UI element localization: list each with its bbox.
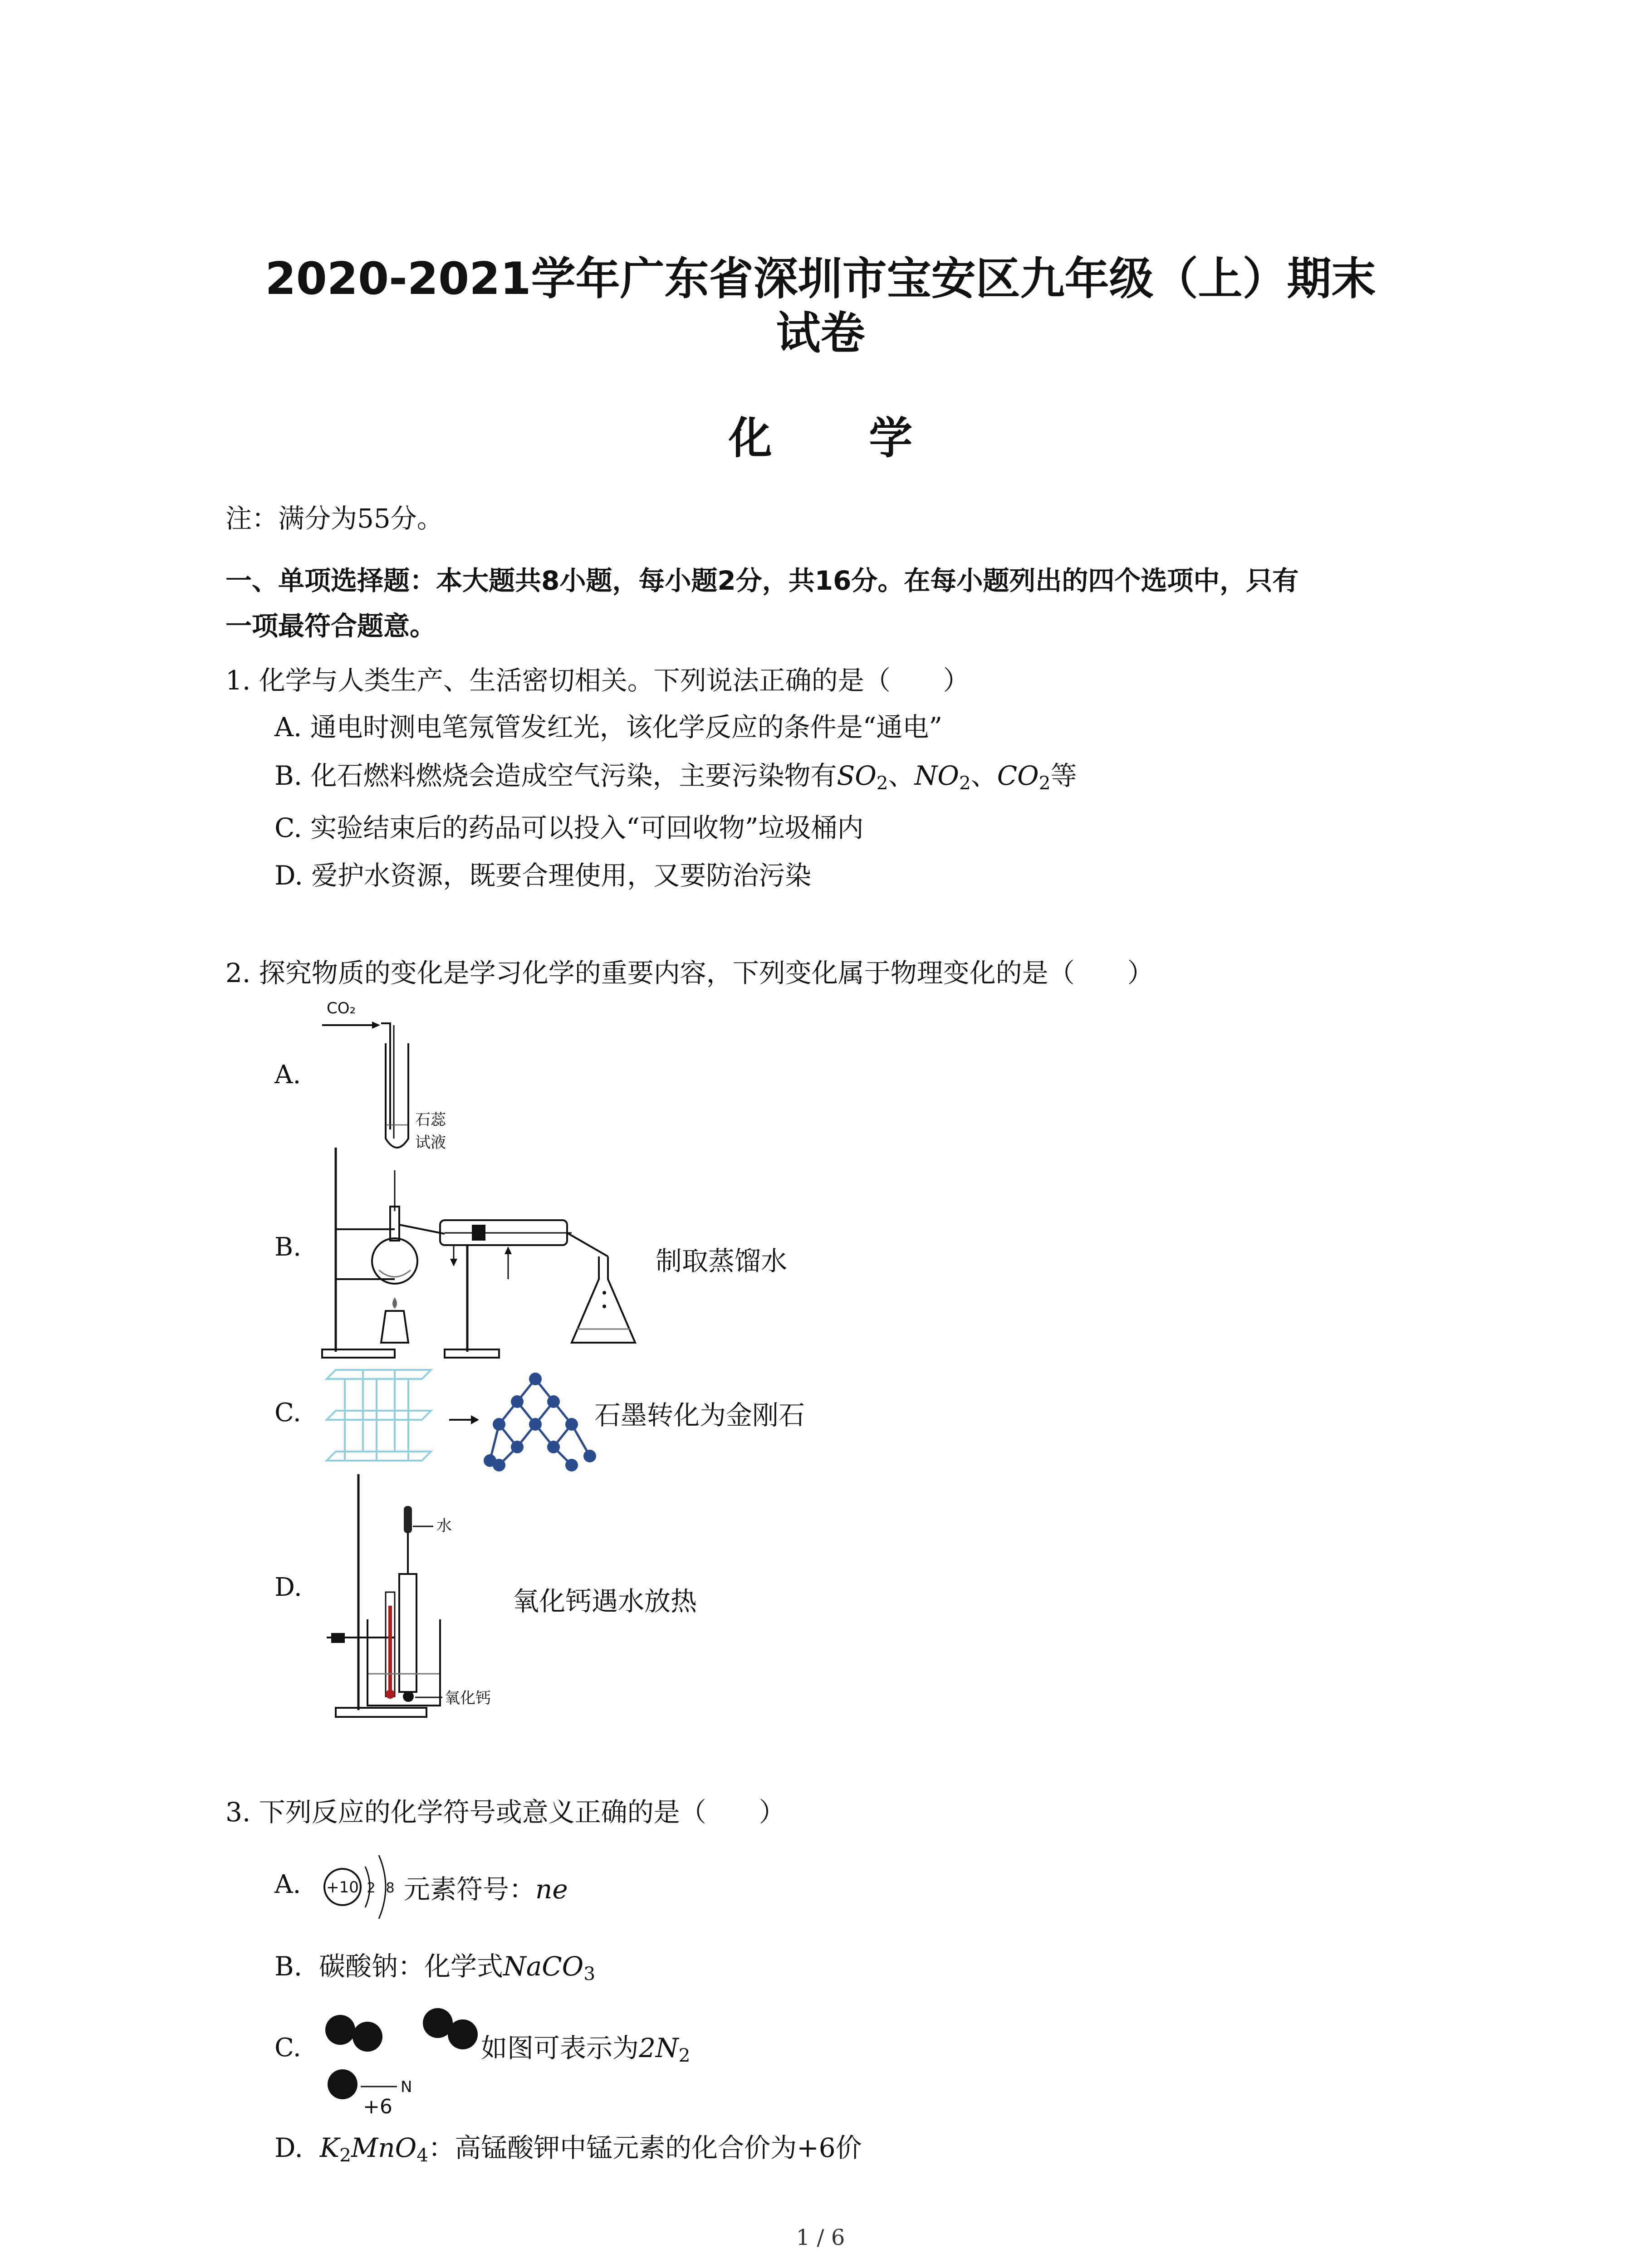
- q1-option-d: D. 爱护水资源，既要合理使用，又要防治污染: [274, 860, 812, 891]
- section1-heading-line1: 一、单项选择题：本大题共8小题，每小题2分，共16分。在每小题列出的四个选项中，只有: [225, 565, 1299, 596]
- q1-option-a: A. 通电时测电笔氖管发红光，该化学反应的条件是“通电”: [274, 712, 943, 743]
- q2-option-b-text: 制取蒸馏水: [656, 1246, 788, 1276]
- q1-stem: 1. 化学与人类生产、生活密切相关。下列说法正确的是（ ）: [225, 665, 970, 696]
- q3-option-a-text: 元素符号：ne: [404, 1874, 568, 1905]
- q1-option-b: B. 化石燃料燃烧会造成空气污染，主要污染物有$SO_2$、$NO_2$、$CO_2$等: [274, 760, 1077, 794]
- co2-label: CO₂: [327, 999, 356, 1017]
- nucleus-charge: +10: [326, 1878, 359, 1897]
- q2-option-d-label: D.: [274, 1573, 302, 1602]
- calcium-oxide-label: 氧化钙: [445, 1689, 491, 1707]
- q2-option-d-text: 氧化钙遇水放热: [513, 1586, 697, 1617]
- q2-option-c-label: C.: [274, 1398, 301, 1427]
- score-note: 注：满分为55分。: [225, 503, 443, 534]
- q3-stem: 3. 下列反应的化学符号或意义正确的是（ ）: [225, 1797, 785, 1828]
- co2-litmus-test-tube-figure: [318, 993, 508, 1166]
- q3-option-c-text: 如图可表示为$2N_2$: [481, 2033, 691, 2067]
- q3-option-c-label: C.: [274, 2033, 301, 2063]
- q1-option-c: C. 实验结束后的药品可以投入“可回收物”垃圾桶内: [274, 812, 864, 843]
- litmus-label-line2: 试液: [415, 1134, 446, 1152]
- q2-option-c-text: 石墨转化为金刚石: [594, 1400, 805, 1431]
- nitrogen-atom-label: N: [401, 2078, 412, 2096]
- q2-option-b-label: B.: [274, 1232, 301, 1262]
- water-label: 水: [436, 1517, 452, 1535]
- shell-1-electrons: 2: [367, 1880, 376, 1896]
- exam-title-line2: 试卷: [776, 308, 865, 359]
- page-number: 1 / 6: [796, 2225, 845, 2250]
- graphite-to-diamond-figure: [318, 1365, 608, 1479]
- q2-option-a-label: A.: [274, 1060, 301, 1090]
- q3-option-b: B. 碳酸钠：化学式NaCO$_3$: [274, 1951, 596, 1985]
- q3-option-d: D. $K_2MnO_4$：高锰酸钾中锰元素的化合价为+6价: [274, 2132, 862, 2166]
- q2-stem: 2. 探究物质的变化是学习化学的重要内容，下列变化属于物理变化的是（ ）: [225, 958, 1154, 988]
- manganese-valence-charge: +6: [363, 2095, 392, 2118]
- litmus-label-line1: 石蕊: [415, 1111, 446, 1129]
- nitrogen-molecules-figure: [318, 1991, 490, 2114]
- neon-atom-structure-icon: [318, 1842, 408, 1932]
- distillation-apparatus-figure: [318, 1143, 681, 1361]
- exam-title-line1: 2020-2021学年广东省深圳市宝安区九年级（上）期末: [265, 253, 1376, 305]
- subject-heading: 化 学: [728, 413, 954, 464]
- section1-heading-line2: 一项最符合题意。: [225, 611, 436, 641]
- shell-2-electrons: 8: [386, 1880, 395, 1896]
- q3-option-a-label: A.: [274, 1870, 301, 1899]
